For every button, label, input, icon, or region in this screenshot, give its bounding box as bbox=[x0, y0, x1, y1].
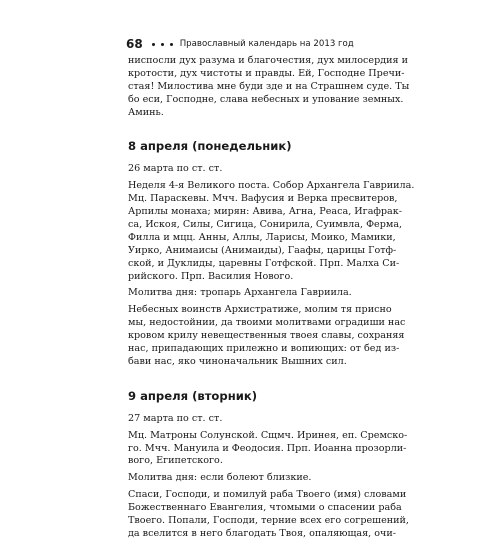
prayer-label bbox=[128, 472, 380, 485]
running-header bbox=[126, 36, 354, 52]
page-number: 68 bbox=[126, 37, 143, 51]
text-line: Уирко, Анимаисы (Анимаиды), Гаафы, царицы Готф- bbox=[128, 244, 397, 256]
text-line: мы, недостойнии, да твоими молитвами оградиши нас bbox=[128, 317, 406, 329]
saints-paragraph bbox=[128, 180, 415, 283]
day-section-april-8 bbox=[128, 139, 415, 368]
text-line: Арпилы монаха; мирян: Авива, Агна, Реаса, Игафрак- bbox=[128, 206, 403, 218]
text-line: Молитва дня: тропарь Архангела Гавриила. bbox=[128, 287, 352, 299]
text-line: кротости, дух чистоты и правды. Ей, Господне Пречи- bbox=[128, 67, 405, 79]
text-line: Твоего. Попали, Господи, терние всех его согрешений, bbox=[128, 515, 409, 527]
text-line: го. Мчч. Мануила и Феодосия. Прп. Иоанна прозорли- bbox=[128, 442, 407, 454]
text-line: бо еси, Господне, слава небесных и упование земных. bbox=[128, 93, 404, 105]
text-line: Небесных воинств Архистратиже, молим тя присно bbox=[128, 304, 392, 316]
text-line: Аминь. bbox=[128, 106, 164, 118]
text-line: са, Искоя, Силы, Сигица, Сонирила, Суимвла, Ферма, bbox=[128, 219, 403, 231]
text-line: Спаси, Господи, и помилуй раба Твоего (имя) словами bbox=[128, 489, 407, 501]
running-title: Православный календарь на 2013 год bbox=[179, 39, 354, 49]
text-line: бави нас, яко чиноначальник Вышних сил. bbox=[128, 355, 347, 367]
text-line: Молитва дня: если болеют близкие. bbox=[128, 472, 312, 484]
text-line: стая! Милостива мне буди зде и на Страшнем суде. Ты bbox=[128, 80, 410, 92]
old-style-date: 26 марта по ст. ст. bbox=[128, 163, 223, 175]
text-line: вого, Египетского. bbox=[128, 455, 223, 467]
ornament-dot bbox=[170, 43, 173, 46]
text-line: Неделя 4-я Великого поста. Собор Архангела Гавриила. bbox=[128, 180, 415, 192]
intro-prayer bbox=[128, 55, 410, 119]
text-line: кровом крилу невещественныя твоея славы, сохраняя bbox=[128, 330, 405, 342]
page-body bbox=[128, 55, 415, 541]
ornament-dots bbox=[152, 43, 173, 46]
text-line: Филла и мцц. Анны, Аллы, Ларисы, Моико, Мамики, bbox=[128, 231, 396, 243]
prayer-label bbox=[128, 287, 380, 300]
text-line: да вселится в него благодать Твоя, опаляющая, очи- bbox=[128, 527, 397, 539]
ornament-dot bbox=[152, 43, 155, 46]
day-heading: 8 апреля (понедельник) bbox=[128, 139, 292, 154]
text-line: Мц. Матроны Солунской. Сщмч. Иринея, еп. Сремско- bbox=[128, 429, 408, 441]
saints-paragraph bbox=[128, 429, 408, 469]
day-heading: 9 апреля (вторник) bbox=[128, 388, 257, 403]
ornament-dot bbox=[161, 43, 164, 46]
text-line: рийского. Прп. Василия Нового. bbox=[128, 270, 294, 282]
prayer-text bbox=[128, 304, 406, 368]
text-line: нас, припадающих прилежно и вопиющих: от бед из- bbox=[128, 343, 400, 355]
prayer-text bbox=[128, 489, 409, 541]
text-line: Мц. Параскевы. Мчч. Вафусия и Верка пресвитеров, bbox=[128, 193, 398, 205]
day-section-april-9 bbox=[128, 388, 409, 541]
text-line: Божественнаго Евангелия, чтомыми о спасении раба bbox=[128, 502, 402, 514]
text-line: ниспосли дух разума и благочестия, дух милосердия и bbox=[128, 55, 409, 66]
old-style-date: 27 марта по ст. ст. bbox=[128, 412, 223, 424]
text-line: ской, и Дуклиды, царевны Готфской. Прп. Малха Си- bbox=[128, 257, 400, 269]
